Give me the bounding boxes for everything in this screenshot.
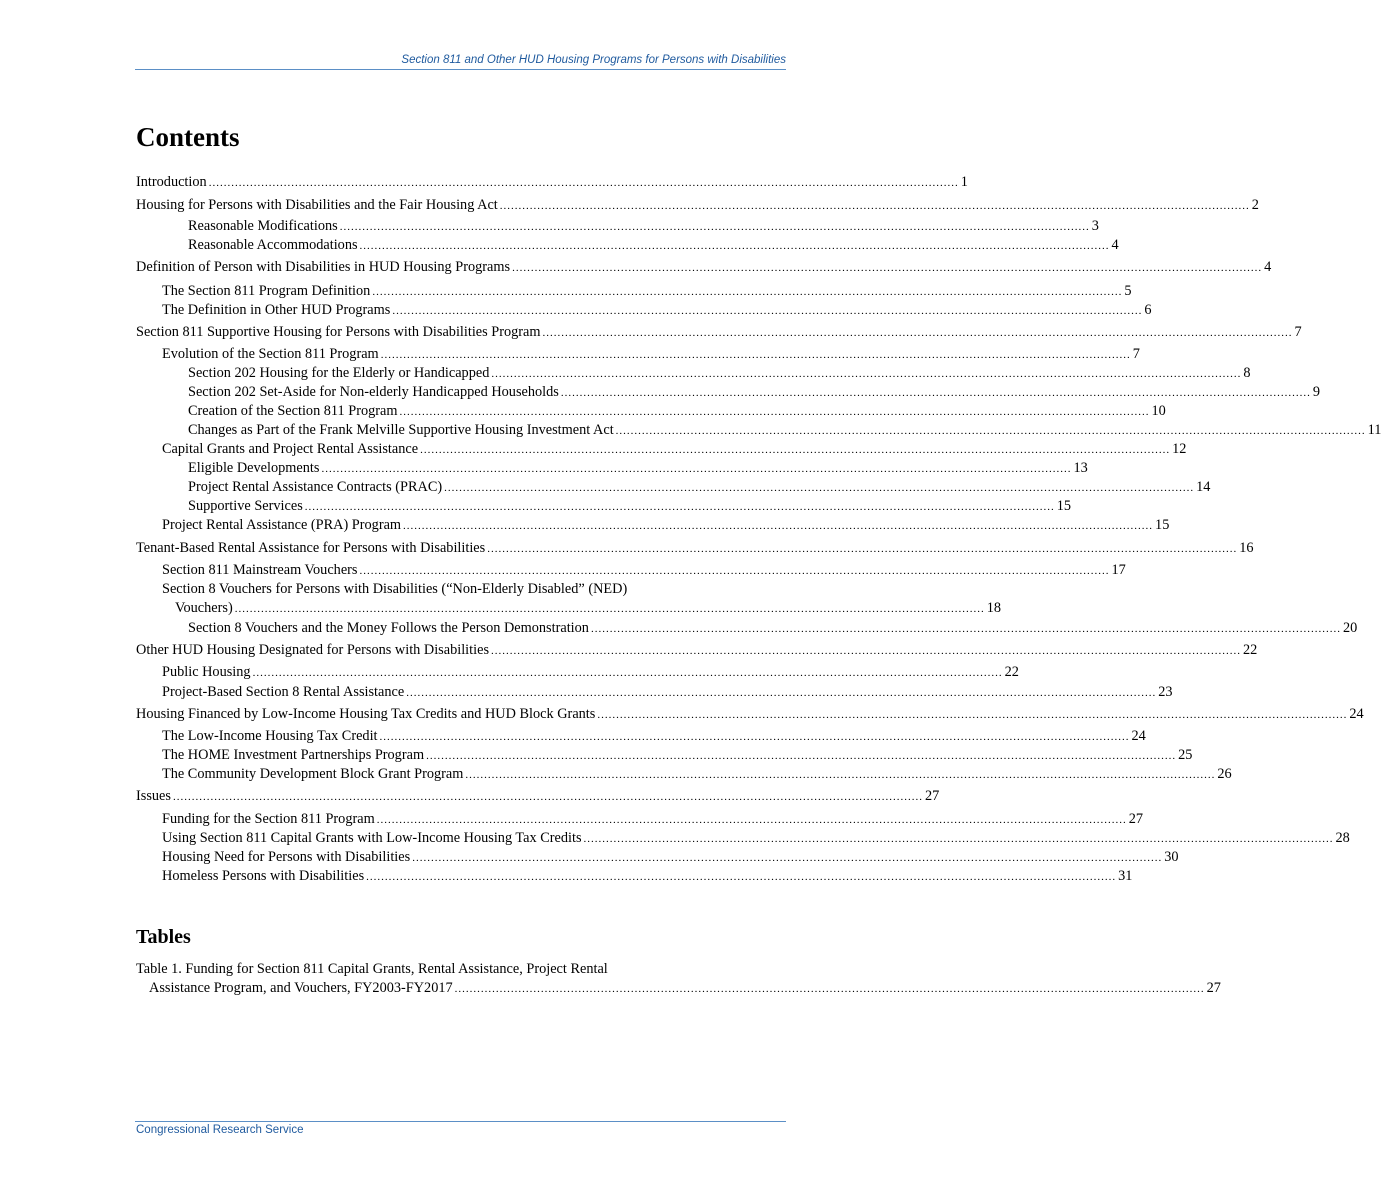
dot-leader: ........................................................................................................................................................................................................ [252, 667, 1003, 679]
toc-entry-title: Section 8 Vouchers and the Money Follows the Person Demonstration [188, 620, 589, 636]
toc-entry-page: 15 [1056, 498, 1072, 514]
toc-entry-page: 3 [1091, 218, 1099, 234]
toc-entry-title: Project Rental Assistance Contracts (PRAC) [188, 479, 443, 495]
dot-leader: ........................................................................................................................................................................................................ [372, 286, 1123, 298]
tables-heading: Tables [136, 926, 191, 948]
toc-entry-page: 20 [1342, 620, 1358, 636]
toc-entry-page: 15 [1155, 517, 1170, 533]
dot-leader: ........................................................................................................................................................................................................ [304, 501, 1055, 513]
toc-entry-page: 6 [1144, 302, 1152, 318]
toc-entry-title: Housing for Persons with Disabilities and the Fair Housing Act [136, 197, 498, 213]
toc-entry-page: 1 [960, 174, 968, 190]
toc-entry-title: Tenant-Based Rental Assistance for Persons with Disabilities [136, 540, 486, 556]
dot-leader: ........................................................................................................................................................................................................ [560, 387, 1311, 399]
toc-entry[interactable] [162, 830, 1350, 850]
toc-entry-title: Project Rental Assistance (PRA) Program [162, 517, 402, 533]
dot-leader: ........................................................................................................................................................................................................ [454, 983, 1205, 995]
dot-leader: ........................................................................................................................................................................................................ [590, 623, 1341, 635]
toc-entry-title: Evolution of the Section 811 Program [162, 346, 379, 362]
toc-entry-title: The HOME Investment Partnerships Program [162, 747, 425, 763]
toc-entry-page: 5 [1124, 283, 1132, 299]
toc-entry-title: Supportive Services [188, 498, 303, 514]
toc-entry-page: 8 [1243, 365, 1251, 381]
toc-entry-title: Reasonable Modifications [188, 218, 338, 234]
toc-entry[interactable] [162, 664, 1019, 684]
toc-entry[interactable] [188, 479, 1211, 499]
dot-leader: ........................................................................................................................................................................................................ [491, 645, 1242, 657]
dot-leader: ........................................................................................................................................................................................................ [172, 791, 923, 803]
toc-entry-title: Other HUD Housing Designated for Persons with Disabilities [136, 642, 490, 658]
toc-entry[interactable] [162, 517, 1170, 537]
dot-leader: ........................................................................................................................................................................................................ [403, 520, 1154, 532]
toc-entry[interactable] [162, 766, 1232, 786]
dot-leader: ........................................................................................................................................................................................................ [406, 687, 1157, 699]
dot-leader: ........................................................................................................................................................................................................ [487, 543, 1238, 555]
toc-entry[interactable] [188, 460, 1088, 480]
toc-entry-page: 9 [1312, 384, 1320, 400]
toc-entry-page: 31 [1118, 868, 1133, 884]
toc-entry-title: Changes as Part of the Frank Melville Supportive Housing Investment Act [188, 422, 614, 438]
dot-leader: ........................................................................................................................................................................................................ [339, 221, 1090, 233]
toc-entry-page: 23 [1158, 684, 1173, 700]
contents-heading: Contents [136, 122, 240, 152]
toc-entry[interactable] [162, 811, 1144, 831]
dot-leader: ........................................................................................................................................................................................................ [444, 482, 1195, 494]
toc-entry[interactable] [162, 283, 1132, 303]
toc-entry-page: 10 [1151, 403, 1166, 419]
toc-entry[interactable] [162, 346, 1140, 366]
toc-entry-title: Public Housing [162, 664, 251, 680]
toc-entry[interactable] [136, 540, 1254, 560]
dot-leader: ........................................................................................................................................................................................................ [359, 565, 1110, 577]
toc-entry-page: 22 [1004, 664, 1019, 680]
toc-entry-page: 2 [1251, 197, 1259, 213]
toc-entry-title: Reasonable Accommodations [188, 237, 358, 253]
toc-entry[interactable] [175, 600, 1002, 620]
dot-leader: ........................................................................................................................................................................................................ [491, 368, 1242, 380]
toc-entry-title: Funding for the Section 811 Program [162, 811, 375, 827]
table-entry-title: Assistance Program, and Vouchers, FY2003-FY2017 [149, 980, 453, 996]
dot-leader: ........................................................................................................................................................................................................ [376, 814, 1127, 826]
dot-leader: ........................................................................................................................................................................................................ [380, 349, 1131, 361]
toc-entry[interactable] [136, 642, 1258, 662]
toc-entry-title: Housing Financed by Low-Income Housing Tax Credits and HUD Block Grants [136, 706, 596, 722]
toc-entry-page: 22 [1243, 642, 1258, 658]
toc-entry[interactable] [188, 384, 1320, 404]
toc-entry-title: Using Section 811 Capital Grants with Low-Income Housing Tax Credits [162, 830, 582, 846]
dot-leader: ........................................................................................................................................................................................................ [542, 327, 1293, 339]
dot-leader: ........................................................................................................................................................................................................ [366, 871, 1117, 883]
toc-entry[interactable] [136, 174, 968, 194]
toc-entry-page: 17 [1111, 562, 1126, 578]
toc-entry[interactable] [136, 259, 1272, 279]
toc-entry-title: Section 202 Housing for the Elderly or Handicapped [188, 365, 490, 381]
dot-leader: ........................................................................................................................................................................................................ [465, 769, 1216, 781]
dot-leader: ........................................................................................................................................................................................................ [379, 731, 1130, 743]
toc-entry-title: Homeless Persons with Disabilities [162, 868, 365, 884]
toc-entry[interactable] [162, 302, 1152, 322]
dot-leader: ........................................................................................................................................................................................................ [499, 200, 1250, 212]
toc-entry-page: 24 [1349, 706, 1364, 722]
dot-leader: ........................................................................................................................................................................................................ [412, 852, 1163, 864]
toc-entry-page: 16 [1239, 540, 1254, 556]
toc-entry-title: Eligible Developments [188, 460, 320, 476]
toc-entry-title: Section 202 Set-Aside for Non-elderly Handicapped Households [188, 384, 559, 400]
toc-entry[interactable] [162, 849, 1179, 869]
running-header-title: Section 811 and Other HUD Housing Programs for Persons with Disabilities [401, 54, 786, 66]
toc-entry-page: 7 [1294, 324, 1302, 340]
toc-entry-page: 30 [1164, 849, 1179, 865]
dot-leader: ........................................................................................................................................................................................................ [208, 177, 959, 189]
toc-entry-title-line1[interactable]: Section 8 Vouchers for Persons with Disabilities (“Non-Elderly Disabled” (NED) [162, 581, 628, 597]
dot-leader: ........................................................................................................................................................................................................ [321, 463, 1072, 475]
toc-entry-title: The Community Development Block Grant Program [162, 766, 464, 782]
toc-entry-page: 26 [1217, 766, 1232, 782]
toc-entry[interactable] [162, 868, 1133, 888]
toc-entry-page: 24 [1131, 728, 1146, 744]
toc-entry-page: 18 [986, 600, 1002, 616]
table-entry-title-line1[interactable]: Table 1. Funding for Section 811 Capital Grants, Rental Assistance, Project Rental [136, 961, 608, 977]
toc-entry-title: Vouchers) [175, 600, 233, 616]
toc-entry[interactable] [136, 197, 1259, 217]
toc-entry-title: The Low-Income Housing Tax Credit [162, 728, 378, 744]
toc-entry-page: 4 [1111, 237, 1119, 253]
toc-entry-title: Section 811 Mainstream Vouchers [162, 562, 358, 578]
toc-entry[interactable] [136, 324, 1302, 344]
toc-entry-page: 27 [924, 788, 940, 804]
footer-text: Congressional Research Service [136, 1124, 304, 1136]
toc-entry-title: Issues [136, 788, 171, 804]
toc-entry-title: Section 811 Supportive Housing for Persons with Disabilities Program [136, 324, 541, 340]
toc-entry-title: Project-Based Section 8 Rental Assistance [162, 684, 405, 700]
toc-entry-title: The Section 811 Program Definition [162, 283, 371, 299]
toc-entry[interactable] [136, 706, 1364, 726]
table-entry-page: 27 [1206, 980, 1221, 996]
toc-entry-page: 13 [1073, 460, 1088, 476]
dot-leader: ........................................................................................................................................................................................................ [392, 305, 1143, 317]
header-rule [135, 69, 786, 70]
dot-leader: ........................................................................................................................................................................................................ [359, 240, 1110, 252]
toc-entry-page: 7 [1132, 346, 1140, 362]
dot-leader: ........................................................................................................................................................................................................ [399, 406, 1150, 418]
toc-entry-title: Introduction [136, 174, 207, 190]
dot-leader: ........................................................................................................................................................................................................ [512, 262, 1263, 274]
toc-entry-title: Capital Grants and Project Rental Assistance [162, 441, 419, 457]
toc-entry[interactable] [188, 422, 1381, 442]
toc-entry-page: 12 [1172, 441, 1187, 457]
toc-entry[interactable] [162, 684, 1173, 704]
toc-entry[interactable] [162, 441, 1187, 461]
toc-entry-page: 27 [1128, 811, 1144, 827]
toc-entry-page: 25 [1178, 747, 1193, 763]
toc-entry-title: Creation of the Section 811 Program [188, 403, 398, 419]
footer-rule [135, 1121, 786, 1122]
toc-entry-title: The Definition in Other HUD Programs [162, 302, 391, 318]
toc-entry[interactable] [188, 620, 1358, 640]
toc-entry[interactable] [188, 365, 1251, 385]
toc-entry-title: Definition of Person with Disabilities in HUD Housing Programs [136, 259, 511, 275]
toc-entry[interactable] [188, 218, 1099, 238]
dot-leader: ........................................................................................................................................................................................................ [420, 444, 1171, 456]
toc-entry[interactable] [162, 562, 1126, 582]
dot-leader: ........................................................................................................................................................................................................ [597, 709, 1348, 721]
toc-entry-page: 14 [1196, 479, 1211, 495]
toc-entry-page: 28 [1335, 830, 1350, 846]
toc-entry[interactable] [188, 237, 1119, 257]
dot-leader: ........................................................................................................................................................................................................ [426, 750, 1177, 762]
dot-leader: ........................................................................................................................................................................................................ [234, 603, 985, 615]
toc-entry[interactable] [162, 728, 1146, 748]
dot-leader: ........................................................................................................................................................................................................ [583, 833, 1334, 845]
toc-entry-title: Housing Need for Persons with Disabilities [162, 849, 411, 865]
toc-entry-page: 4 [1264, 259, 1272, 275]
toc-entry[interactable] [136, 788, 940, 808]
toc-entry[interactable] [162, 747, 1193, 767]
toc-entry[interactable] [188, 403, 1166, 423]
toc-entry[interactable] [188, 498, 1072, 518]
table-entry[interactable] [149, 980, 1221, 1000]
toc-entry-page: 11 [1367, 422, 1381, 438]
dot-leader: ........................................................................................................................................................................................................ [615, 425, 1366, 437]
